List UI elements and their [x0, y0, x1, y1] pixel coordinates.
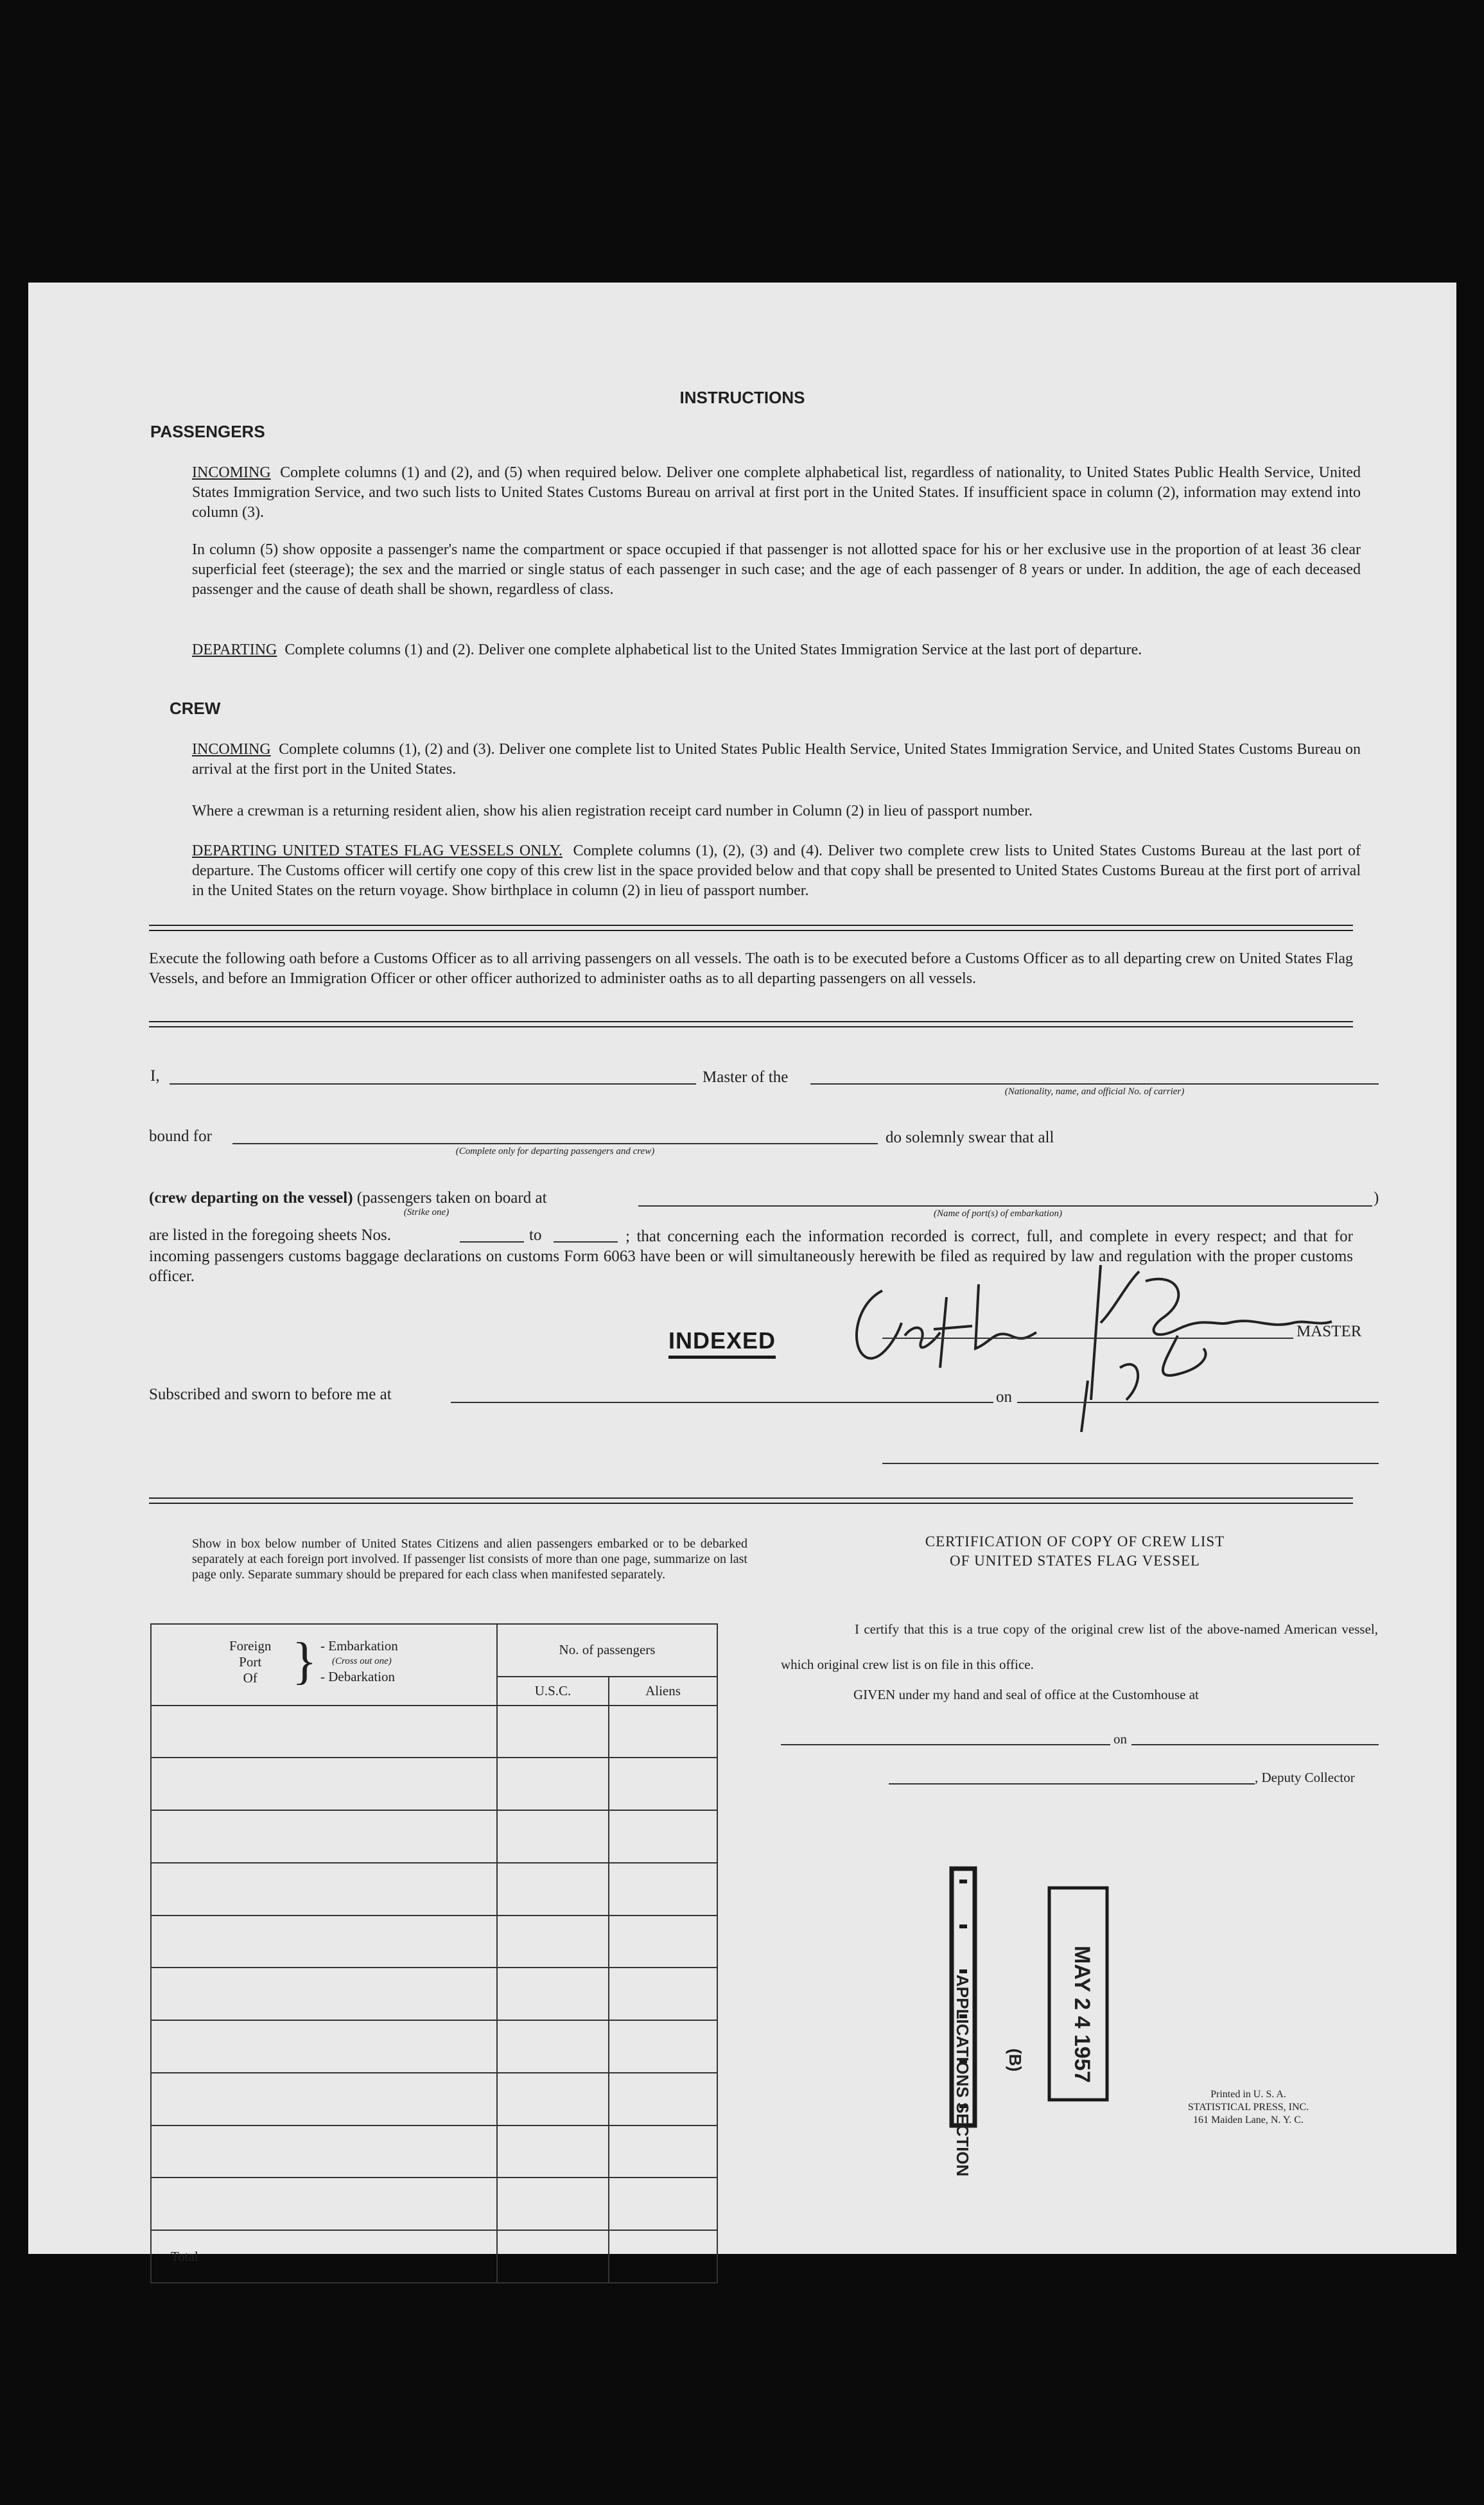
listed-start: are listed in the foregoing sheets Nos. [149, 1226, 391, 1244]
received-stamp [947, 1862, 1139, 2177]
crew-passengers-line [149, 1189, 547, 1207]
flag-vessels-label: DEPARTING UNITED STATES FLAG VESSELS ONLY. [192, 842, 563, 859]
embarkation-label: - Embarkation [320, 1638, 398, 1654]
instructions-title: INSTRUCTIONS [679, 388, 805, 407]
sworn-place-field[interactable] [451, 1402, 993, 1403]
strike-one-caption: (Strike one) [403, 1207, 450, 1218]
passengers-incoming-paragraph [192, 463, 1361, 523]
aliens-cell[interactable] [609, 1968, 717, 2020]
debarkation-label: - Debarkation [320, 1669, 396, 1685]
certification-on-label: on [1113, 1731, 1127, 1747]
stamp-section: APPLICATIONS SECTION [953, 1975, 972, 2177]
printer-line2: STATISTICAL PRESS, INC. [1187, 2102, 1309, 2113]
usc-cell[interactable] [497, 2073, 609, 2125]
usc-cell[interactable] [497, 2125, 609, 2178]
bound-for-label: bound for [149, 1128, 212, 1145]
certification-title [792, 1532, 1357, 1571]
flag-vessels-text: Complete columns (1), (2), (3) and (4). Deliver two complete crew lists to United States Customs Bureau at the last port of departure. The Customs officer will certify one copy of this crew list in the space provided below and that copy shall be presented to United States Customs Bureau at the first port of arrival in the United States on the return voyage. Show birthplace in column (2) in lieu of passport number. [192, 842, 1361, 899]
aliens-cell[interactable] [609, 1758, 717, 1810]
crew-incoming-label: INCOMING [192, 741, 271, 758]
master-of-the-label: Master of the [703, 1069, 789, 1086]
aliens-cell[interactable] [609, 1810, 717, 1863]
port-label: Port [239, 1654, 262, 1670]
aliens-cell[interactable] [609, 2178, 717, 2230]
passenger-summary-table [150, 1623, 718, 2283]
incoming-text: Complete columns (1) and (2), and (5) when required below. Deliver one complete alphabetical list, regardless of nationality, to United States Public Health Service, United States Immigration Service, and two such lists to United States Customs Bureau on arrival at first port in the United States. If insufficient space in column (2), information may extend into column (3). [192, 464, 1361, 521]
aliens-cell[interactable] [609, 1706, 717, 1758]
carrier-caption: (Nationality, name, and official No. of carrier) [1004, 1087, 1185, 1097]
certify-text: I certify that this is a true copy of the original crew list of the above-named American vessel, which original crew list is on file in this office. [781, 1621, 1378, 1672]
passengers-heading: PASSENGERS [150, 422, 265, 441]
officer-signature-field[interactable] [882, 1463, 1379, 1464]
master-name-field[interactable] [170, 1083, 696, 1085]
port-cell[interactable] [151, 1706, 497, 1758]
port-cell[interactable] [151, 1916, 497, 1968]
usc-cell[interactable] [497, 1706, 609, 1758]
bound-for-field[interactable] [232, 1143, 878, 1144]
aliens-cell[interactable] [609, 1863, 717, 1916]
passengers-departing-paragraph [192, 640, 1361, 660]
certification-date-field[interactable] [1131, 1744, 1379, 1745]
crew-incoming-text: Complete columns (1), (2) and (3). Deliver one complete list to United States Public Health Service, United States Immigration Service, and United States Customs Bureau on arrival at the first port in the United States. [192, 741, 1361, 778]
swear-text: do solemnly swear that all [886, 1129, 1054, 1146]
listed-rest: ; that concerning each the information recorded is correct, full, and complete in every respect; and that for incoming passengers customs baggage declarations on customs Form 6063 have been or will simultaneously herewith be filed as required by law and regulation with the proper customs officer. [149, 1228, 1353, 1285]
printer-credit [1152, 2088, 1345, 2127]
printer-line1: Printed in U. S. A. [1210, 2089, 1286, 2100]
aliens-header: Aliens [609, 1677, 717, 1706]
crew-departing-option: (crew departing on the vessel) [149, 1189, 353, 1207]
divider [149, 1497, 1353, 1504]
i-label: I, [150, 1067, 160, 1085]
usc-cell[interactable] [497, 1916, 609, 1968]
divider [149, 925, 1353, 931]
passengers-taken-option: (passengers taken on board at [356, 1189, 547, 1207]
port-cell[interactable] [151, 1863, 497, 1916]
certification-title-line1: CERTIFICATION OF COPY OF CREW LIST [925, 1533, 1225, 1549]
document-sheet [28, 283, 1456, 2264]
certification-title-line2: OF UNITED STATES FLAG VESSEL [950, 1553, 1200, 1569]
aliens-cell[interactable] [609, 2073, 717, 2125]
departing-text: Complete columns (1) and (2). Deliver one complete alphabetical list to the United States Immigration Service at the last port of departure. [284, 642, 1142, 658]
sworn-on-label: on [996, 1388, 1012, 1406]
cross-out-caption: (Cross out one) [332, 1656, 392, 1667]
port-caption: (Name of port(s) of embarkation) [934, 1209, 1062, 1219]
aliens-cell[interactable] [609, 2125, 717, 2178]
divider [149, 1021, 1353, 1027]
no-passengers-header: No. of passengers [497, 1624, 717, 1677]
aliens-cell[interactable] [609, 2020, 717, 2073]
subscribed-label: Subscribed and sworn to before me at [149, 1386, 392, 1403]
incoming-label: INCOMING [192, 464, 271, 481]
usc-header: U.S.C. [497, 1677, 609, 1706]
port-cell[interactable] [151, 1758, 497, 1810]
deputy-collector-label: , Deputy Collector [1255, 1770, 1355, 1785]
printer-line3: 161 Maiden Lane, N. Y. C. [1193, 2115, 1304, 2125]
box-note: Show in box below number of United States Citizens and alien passengers embarked or to be debarked separately at each foreign port involved. If passenger list consists of more than one page, summarize on last page only. Separate summary should be prepared for each class when manifested separately. [192, 1537, 747, 1582]
bound-for-caption: (Complete only for departing passengers and crew) [455, 1146, 655, 1156]
oath-intro: Execute the following oath before a Customs Officer as to all arriving passengers on all vessels. The oath is to be executed before a Customs Officer as to all departing crew on United States Flag Vessels, and before an Immigration Officer or other officer authorized to administer oaths as to all departing passengers on all vessels. [149, 950, 1353, 987]
crew-heading: CREW [170, 699, 221, 718]
port-cell[interactable] [151, 1810, 497, 1863]
stamp-date: MAY 2 4 1957 [1070, 1946, 1094, 2083]
usc-cell[interactable] [497, 2178, 609, 2230]
foreign-label: Foreign [229, 1638, 272, 1654]
of-label: Of [243, 1670, 258, 1686]
port-cell[interactable] [151, 1968, 497, 2020]
total-label: Total [151, 2230, 497, 2283]
indexed-stamp: INDEXED [668, 1327, 776, 1359]
deputy-collector-signature-field[interactable] [889, 1783, 1255, 1785]
crewman-paragraph: Where a crewman is a returning resident alien, show his alien registration receipt card number in Column (2) in lieu of passport number. [192, 803, 1033, 819]
customhouse-field[interactable] [781, 1744, 1110, 1745]
column5-paragraph: In column (5) show opposite a passenger's name the compartment or space occupied if that passenger is not allotted space for his or her exclusive use in the proportion of at least 36 clear superficial feet (steerage); the sex and the married or single status of each passenger in such case; and the age of each passenger of 8 years or under. In addition, the age of each deceased passenger and the cause of death shall be shown, regardless of class. [192, 541, 1361, 598]
port-cell[interactable] [151, 2178, 497, 2230]
aliens-total-cell[interactable] [609, 2230, 717, 2283]
usc-cell[interactable] [497, 1810, 609, 1863]
usc-cell[interactable] [497, 2020, 609, 2073]
usc-cell[interactable] [497, 1863, 609, 1916]
master-signature [844, 1246, 1357, 1438]
aliens-cell[interactable] [609, 1916, 717, 1968]
close-paren: ) [1374, 1189, 1379, 1207]
carrier-field[interactable] [810, 1083, 1379, 1085]
port-cell[interactable] [151, 2125, 497, 2178]
port-header: Foreign Port Of } - Embarkation (Cross out one) - Debarkation [151, 1624, 497, 1706]
port-cell[interactable] [151, 2073, 497, 2125]
master-label: MASTER [1296, 1323, 1362, 1340]
embarkation-port-field[interactable] [638, 1205, 1372, 1207]
given-text: GIVEN under my hand and seal of office at the Customhouse at [853, 1687, 1199, 1702]
usc-cell[interactable] [497, 1758, 609, 1810]
usc-cell[interactable] [497, 1968, 609, 2020]
stamp-unit: (B) [1006, 2048, 1025, 2072]
to-label: to [529, 1226, 542, 1244]
port-cell[interactable] [151, 2020, 497, 2073]
departing-label: DEPARTING [192, 642, 277, 658]
flag-vessels-paragraph [192, 841, 1361, 901]
crew-incoming-paragraph [192, 740, 1361, 780]
sworn-date-field[interactable] [1017, 1402, 1379, 1403]
usc-total-cell[interactable] [497, 2230, 609, 2283]
master-signature-line[interactable] [882, 1338, 1293, 1339]
